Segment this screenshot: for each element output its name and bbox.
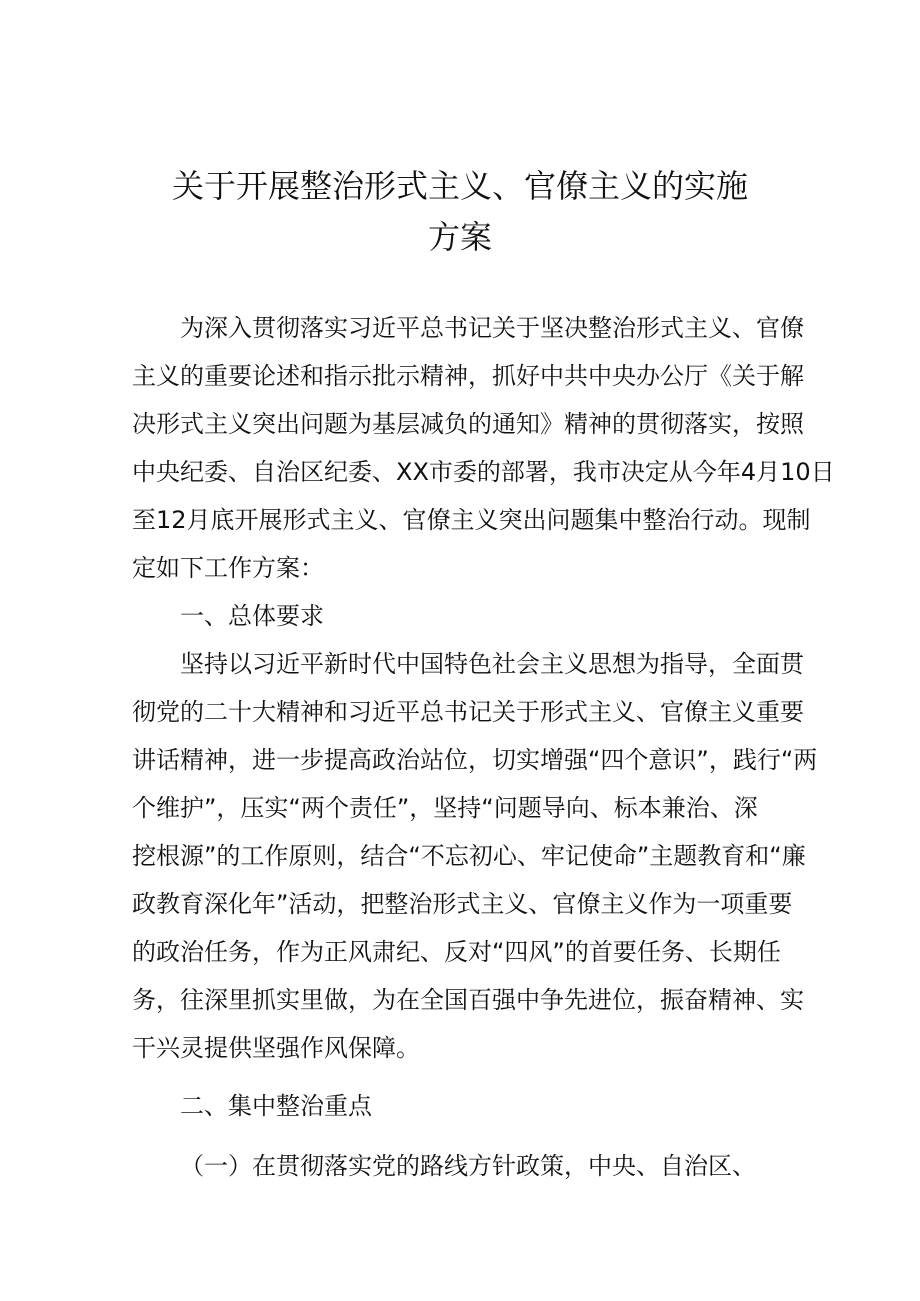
section-1-line-8: 务，往深里抓实里做，为在全国百强中争先进位，振奋精神、实	[132, 986, 804, 1014]
intro-line-6: 定如下工作方案：	[132, 554, 324, 582]
section-1-line-5: 挖根源”的工作原则，结合“不忘初心、牢记使命”主题教育和“廉	[132, 842, 806, 870]
section-2-subsection-1: （一）在贯彻落实党的路线方针政策，中央、自治区、	[180, 1152, 756, 1180]
intro-line-4: 中央纪委、自治区纪委、XX市委的部署，我市决定从今年4月10日	[132, 458, 835, 486]
section-1-line-7: 的政治任务，作为正风肃纪、反对“四风”的首要任务、长期任	[132, 938, 781, 966]
section-1-line-2: 彻党的二十大精神和习近平总书记关于形式主义、官僚主义重要	[132, 698, 804, 726]
section-1-heading: 一、总体要求	[180, 602, 324, 630]
intro-line-5: 至12月底开展形式主义、官僚主义突出问题集中整治行动。现制	[132, 506, 811, 534]
section-2-heading: 二、集中整治重点	[180, 1092, 372, 1120]
document-title-line-1: 关于开展整治形式主义、官僚主义的实施	[171, 167, 748, 205]
section-1-line-3: 讲话精神，进一步提高政治站位，切实增强“四个意识”，践行“两	[132, 746, 818, 774]
section-1-line-1: 坚持以习近平新时代中国特色社会主义思想为指导，全面贯	[180, 650, 804, 678]
section-1-line-4: 个维护”，压实“两个责任”，坚持“问题导向、标本兼治、深	[132, 794, 758, 822]
intro-line-1: 为深入贯彻落实习近平总书记关于坚决整治形式主义、官僚	[180, 314, 804, 342]
intro-line-3: 决形式主义突出问题为基层减负的通知》精神的贯彻落实，按照	[132, 410, 804, 438]
section-1-line-9: 干兴灵提供坚强作风保障。	[132, 1034, 420, 1062]
intro-line-2: 主义的重要论述和指示批示精神，抓好中共中央办公厅《关于解	[132, 362, 804, 390]
document-title-line-2: 方案	[427, 218, 492, 256]
section-1-line-6: 政教育深化年”活动，把整治形式主义、官僚主义作为一项重要	[132, 890, 793, 918]
